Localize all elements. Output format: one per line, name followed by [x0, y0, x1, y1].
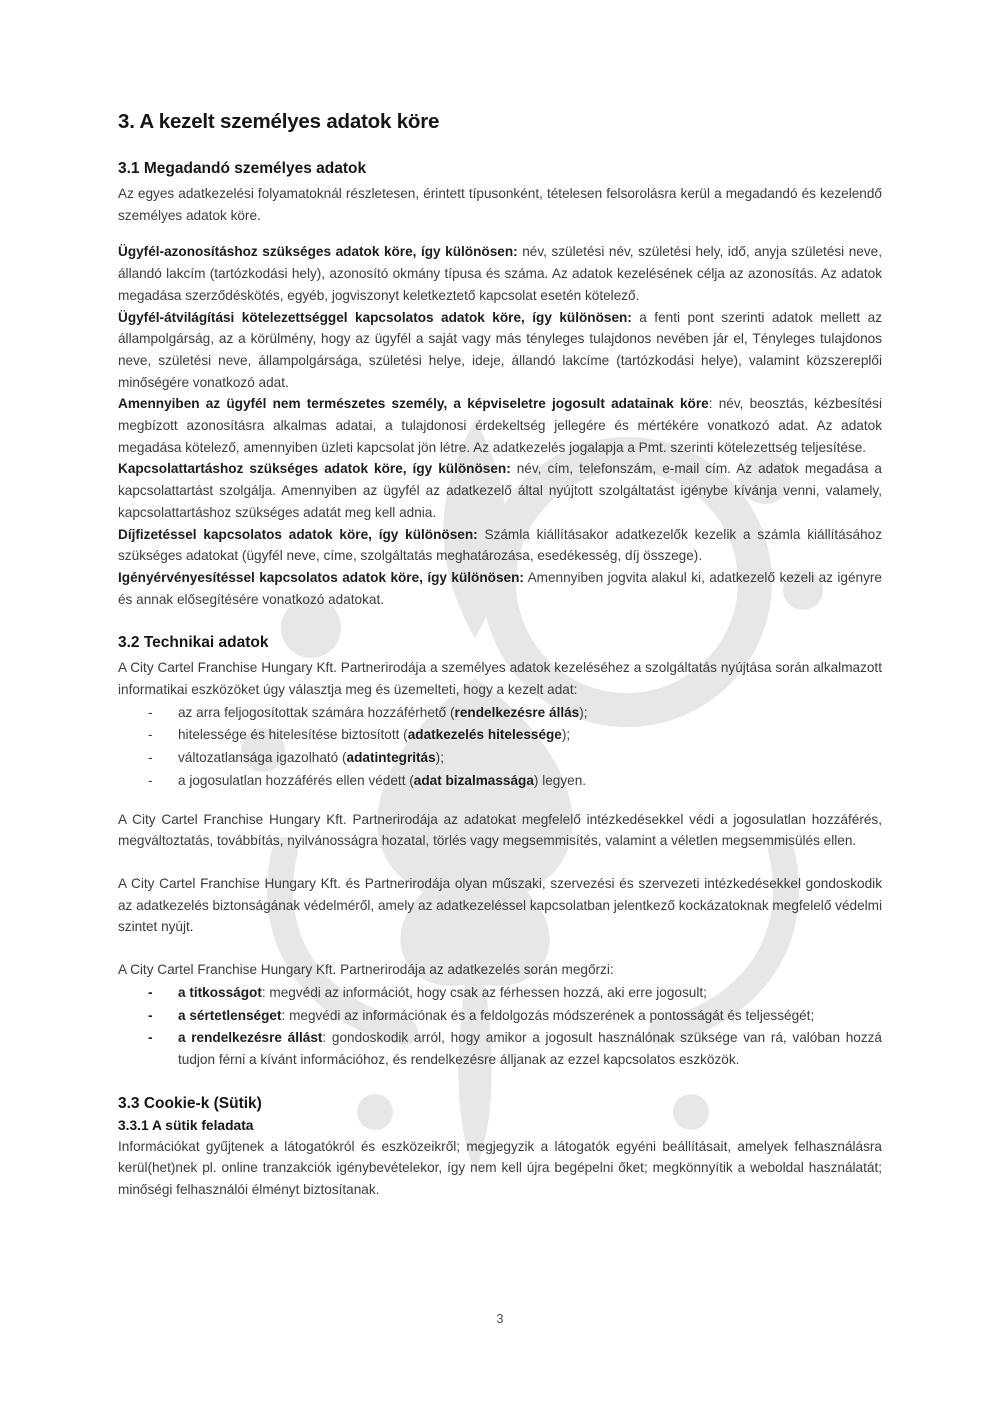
- bullet-text-post: );: [435, 750, 444, 766]
- bullet-marker: -: [148, 1007, 153, 1023]
- list-item-intactness: [118, 1005, 882, 1027]
- document-content: [118, 110, 882, 1201]
- paragraph-text: név, cím, telefonszám, e-mail cím. Az adatok megadása a kapcsolattartást szolgálja. Amennyiben az ügyfél az adatkezelő által nyújtott szolgáltatást igénybe kívánja venni, valamely, kapcsolattartáshoz szükséges adatát meg kell adnia.: [118, 461, 882, 520]
- paragraph-protection: A City Cartel Franchise Hungary Kft. Partnerirodája az adatokat megfelelő intézkedésekkel védi a jogosulatlan hozzáférés, megváltoztatás, továbbítás, nyilvánosságra hozatal, törlés vagy megsemmisítés, valamint a véletlen megsemmisülés ellen.: [118, 811, 882, 849]
- list-item-availability: [118, 702, 882, 724]
- paragraph-lead: Ügyfél-azonosításhoz szükséges adatok köre, így különösen:: [118, 244, 518, 260]
- bullet-text: [178, 1005, 882, 1027]
- bullet-text-term: a sértetlenséget: [178, 1007, 282, 1023]
- bullet-text-term: adatkezelés hitelessége: [407, 727, 562, 743]
- list-item-secrecy: [118, 982, 882, 1004]
- bullet-text-post: );: [579, 704, 588, 720]
- paragraph-lead: Díjfizetéssel kapcsolatos adatok köre, így különösen:: [118, 526, 478, 542]
- paragraph-payment-data: [118, 524, 882, 567]
- bullet-text: [178, 724, 882, 746]
- bullet-text-term: rendelkezésre állás: [454, 704, 580, 720]
- section-3-1: [118, 160, 882, 610]
- paragraph-lead: Igényérvényesítéssel kapcsolatos adatok köre, így különösen:: [118, 569, 524, 585]
- bullet-text-term: adat bizalmassága: [413, 772, 534, 788]
- bullet-marker: -: [148, 1030, 153, 1046]
- bullet-text-term: a titkosságot: [178, 984, 262, 1000]
- section-3-2-heading: 3.2 Technikai adatok: [118, 634, 269, 652]
- paragraph-contact-data: [118, 458, 882, 523]
- section-3-3-heading: 3.3 Cookie-k (Sütik): [118, 1094, 262, 1112]
- page-number: 3: [496, 1312, 504, 1326]
- section-3-1-intro: Az egyes adatkezelési folyamatoknál részletesen, érintett típusonként, tételesen felsorolásra kerül a megadandó és kezelendő személyes adatok köre.: [118, 186, 882, 223]
- bullet-text-pre: a jogosulatlan hozzáférés ellen védett (: [178, 772, 414, 788]
- bullet-text-rest: : gondoskodik arról, hogy amikor a jogosult használónak szüksége van rá, valóban hozzá tudjon férni a kívánt információhoz, és rendelkezésre álljanak az ezzel kapcsolatos eszközök.: [178, 1030, 882, 1067]
- bullet-text: [178, 1027, 882, 1070]
- paragraph-text: Amennyiben jogvita alakul ki, adatkezelő kezeli az igényre és annak elősegítésére vonatkozó adatokat.: [118, 569, 882, 607]
- section-3-3-1-heading: 3.3.1 A sütik feladata: [118, 1117, 254, 1133]
- bullet-text-term: a rendelkezésre állást: [178, 1030, 323, 1046]
- paragraph-lead: Kapcsolattartáshoz szükséges adatok köre, így különösen:: [118, 461, 511, 477]
- section-3-3-1-text: Információkat gyűjtenek a látogatókról és eszközeikről; megjegyzik a látogatók egyéni beállításait, amelyek felhasználásra kerül(het)nek pl. online tranzakciók igénybevételekor, így nem kell újra begépelni őket; megkönnyítik a weboldal használatát; minőségi felhasználói élményt biztosítanak.: [118, 1138, 882, 1198]
- list-item-authenticity: [118, 724, 882, 746]
- paragraph-lead: Amennyiben az ügyfél nem természetes személy, a képviseletre jogosult adatainak köre: [118, 396, 709, 412]
- paragraph-text: a fenti pont szerinti adatok mellett az állampolgárság, az a körülmény, hogy az ügyfél a saját vagy más tényleges tulajdonos nevében jár el, Tényleges tulajdonos neve, születési neve, állampolgársága, születési helye, ideje, állandó lakcíme (tartózkodási helye), valamint közszereplői minőségére vonatkozó adat.: [118, 309, 882, 390]
- bullet-marker: -: [148, 704, 153, 720]
- paragraph-text: Számla kiállításakor adatkezelők kezelik a számla kiállításához szükséges adatokat (ügyfél neve, címe, szolgáltatás meghatározása, esedékesség, díj összege).: [118, 526, 883, 564]
- paragraph-text: név, születési név, születési hely, idő, anyja születési neve, állandó lakcím (tartózkodási hely), azonosító okmány típusa és száma. Az adatok kezelésének célja az azonosítás. Az adatok megadása szerződéskötés, egyéb, jogviszonyt keletkeztető kapcsolat esetén kötelező.: [118, 244, 882, 303]
- paragraph-lead: Ügyfél-átvilágítási kötelezettséggel kapcsolatos adatok köre, így különösen:: [118, 309, 632, 325]
- paragraph-claim-data: [118, 567, 882, 610]
- paragraph-security-measures: A City Cartel Franchise Hungary Kft. és Partnerirodája olyan műszaki, szervezési és szervezeti intézkedésekkel gondoskodik az adatkezelés biztonságának védelméről, amely az adatkezeléssel kapcsolatban jelentkező kockázatoknak megfelelő védelmi szintet nyújt.: [118, 875, 882, 935]
- bullet-text-rest: : megvédi az információt, hogy csak az férhessen hozzá, aki erre jogosult;: [261, 984, 707, 1000]
- paragraph-text: : név, beosztás, kézbesítési megbízott azonosításra alkalmas adatai, a tulajdonosi érdekeltség jellegére és mértékére vonatkozó adat. Az adatok megadása kötelező, amennyiben üzleti kapcsolat jön létre. Az adatkezelés jogalapja a Pmt. szerinti kötelezettség teljesítése.: [118, 396, 882, 455]
- bullet-text-term: adatintegritás: [346, 750, 436, 766]
- section-3-2-intro: A City Cartel Franchise Hungary Kft. Partnerirodája a személyes adatok kezeléséhez a szolgáltatás nyújtása során alkalmazott informatikai eszközöket úgy választja meg és üzemelteti, hogy a kezelt adat:: [118, 660, 882, 698]
- bullet-text-pre: hitelessége és hitelesítése biztosított (: [178, 727, 408, 743]
- bullet-marker: -: [148, 750, 153, 766]
- section-3-3: [118, 1095, 882, 1201]
- bullet-text: [178, 982, 882, 1004]
- bullet-text: [178, 747, 882, 769]
- section-3-1-heading: 3.1 Megadandó személyes adatok: [118, 160, 367, 177]
- bullet-text-pre: változatlansága igazolható (: [178, 750, 347, 766]
- paragraph-client-due-diligence: [118, 307, 882, 394]
- bullet-text-pre: az arra feljogosítottak számára hozzáférhető (: [178, 704, 455, 720]
- list-item-integrity: [118, 747, 882, 769]
- bullet-text-post: );: [561, 727, 571, 743]
- bullet-text-post: ) legyen.: [533, 772, 587, 788]
- list-item-availability-preserve: [118, 1027, 882, 1070]
- bullet-marker: -: [148, 772, 153, 788]
- bullet-text: [178, 770, 882, 792]
- page-title: 3. A kezelt személyes adatok köre: [118, 110, 440, 133]
- section-3-2: [118, 634, 882, 1070]
- bullet-text: [178, 702, 882, 724]
- bullet-marker: -: [148, 727, 153, 743]
- bullet-marker: -: [148, 984, 153, 1000]
- list-item-confidentiality: [118, 770, 882, 792]
- bullet-text-rest: : megvédi az információnak és a feldolgozás módszerének a pontosságát és teljességét;: [281, 1007, 815, 1023]
- paragraph-client-identification: [118, 241, 882, 306]
- paragraph-preserve-intro: A City Cartel Franchise Hungary Kft. Partnerirodája az adatkezelés során megőrzi:: [118, 962, 614, 978]
- paragraph-representative-data: [118, 393, 882, 458]
